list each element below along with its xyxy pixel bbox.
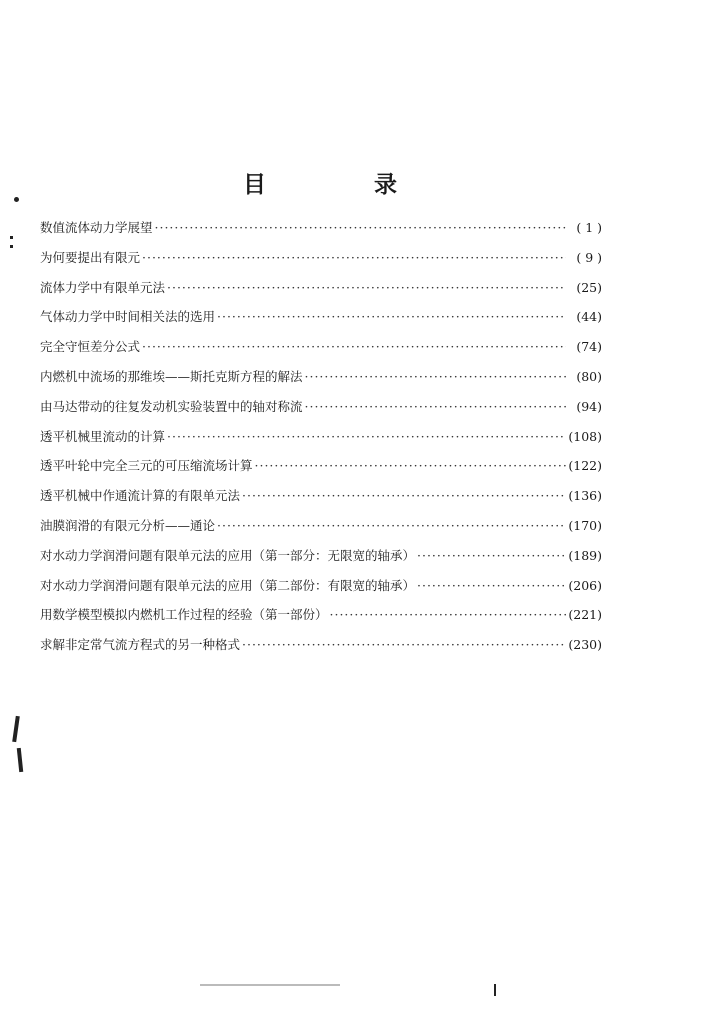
- toc-entry-title: 对水动力学润滑问题有限单元法的应用（第二部份：有限宽的轴承）: [40, 577, 416, 593]
- toc-entry-page: (189): [568, 547, 602, 563]
- toc-leader-dots: [242, 630, 566, 660]
- toc-leader-dots: [167, 273, 566, 303]
- toc-entry: [40, 213, 602, 243]
- toc-entry-page: (230): [568, 637, 602, 653]
- toc-entry-page: (80): [576, 368, 602, 384]
- toc-entry-title: 内燃机中流场的那维埃——斯托克斯方程的解法: [40, 368, 303, 384]
- toc-entry: [40, 273, 602, 303]
- toc-leader-dots: [305, 362, 566, 392]
- toc-entry-page: (206): [568, 577, 602, 593]
- scan-speck: [14, 197, 19, 202]
- binding-mark: [12, 716, 20, 742]
- toc-entry-page: (108): [568, 428, 602, 444]
- toc-entry-page: (74): [576, 339, 602, 355]
- toc-entry-title: 透平机械中作通流计算的有限单元法: [40, 488, 241, 504]
- toc-leader-dots: [330, 600, 566, 630]
- toc-leader-dots: [217, 302, 566, 332]
- toc-leader-dots: [142, 243, 566, 273]
- toc-leader-dots: [142, 332, 566, 362]
- toc-leader-dots: [255, 451, 566, 481]
- toc-entry: [40, 630, 602, 660]
- toc-entry: [40, 541, 602, 571]
- toc-entry-page: ( 9 ): [576, 249, 602, 265]
- toc-entry-page: (221): [568, 607, 602, 623]
- toc-entry-page: (25): [576, 279, 602, 295]
- toc-entry: [40, 511, 602, 541]
- toc-leader-dots: [217, 511, 566, 541]
- toc-entry-title: 用数学模型模拟内燃机工作过程的经验（第一部份）: [40, 607, 328, 623]
- toc-entry: [40, 600, 602, 630]
- toc-entry: [40, 422, 602, 452]
- toc-entry-title: 透平叶轮中完全三元的可压缩流场计算: [40, 458, 253, 474]
- page-title: 目 录: [242, 172, 447, 198]
- scan-speck: [10, 236, 13, 239]
- toc-entry: [40, 392, 602, 422]
- scan-speck: [10, 245, 13, 248]
- toc-entry-page: (170): [568, 517, 602, 533]
- toc-entry: [40, 302, 602, 332]
- toc-entry-title: 气体动力学中时间相关法的选用: [40, 309, 216, 325]
- toc-entry-page: (44): [576, 309, 602, 325]
- toc-entry-title: 流体力学中有限单元法: [40, 279, 166, 295]
- toc-leader-dots: [242, 481, 566, 511]
- scan-line: [200, 984, 340, 986]
- toc-entry-title: 由马达带动的往复发动机实验装置中的轴对称流: [40, 398, 303, 414]
- toc-entry: [40, 571, 602, 601]
- toc-entry-page: ( 1 ): [576, 220, 602, 235]
- toc-entry-page: (94): [576, 398, 602, 414]
- toc-entry-page: (136): [568, 488, 602, 504]
- toc-entry: [40, 481, 602, 511]
- toc-leader-dots: [167, 422, 566, 452]
- toc-entry: [40, 451, 602, 481]
- binding-mark: [17, 748, 23, 772]
- toc-entry-title: 为何要提出有限元: [40, 249, 141, 265]
- toc-leader-dots: [305, 392, 566, 422]
- table-of-contents: [40, 213, 602, 660]
- toc-entry-title: 数值流体动力学展望: [40, 220, 153, 235]
- toc-entry-title: 油膜润滑的有限元分析——通论: [40, 517, 216, 533]
- toc-entry: [40, 332, 602, 362]
- toc-entry-title: 对水动力学润滑问题有限单元法的应用（第一部分：无限宽的轴承）: [40, 547, 416, 563]
- toc-entry: [40, 362, 602, 392]
- scan-speck: [494, 984, 496, 996]
- toc-entry-title: 完全守恒差分公式: [40, 339, 141, 355]
- toc-entry-title: 透平机械里流动的计算: [40, 428, 166, 444]
- toc-leader-dots: [417, 541, 566, 571]
- toc-entry-title: 求解非定常气流方程式的另一种格式: [40, 637, 241, 653]
- toc-leader-dots: [417, 571, 566, 601]
- toc-leader-dots: [155, 213, 566, 243]
- toc-entry-page: (122): [568, 458, 602, 474]
- toc-entry: [40, 243, 602, 273]
